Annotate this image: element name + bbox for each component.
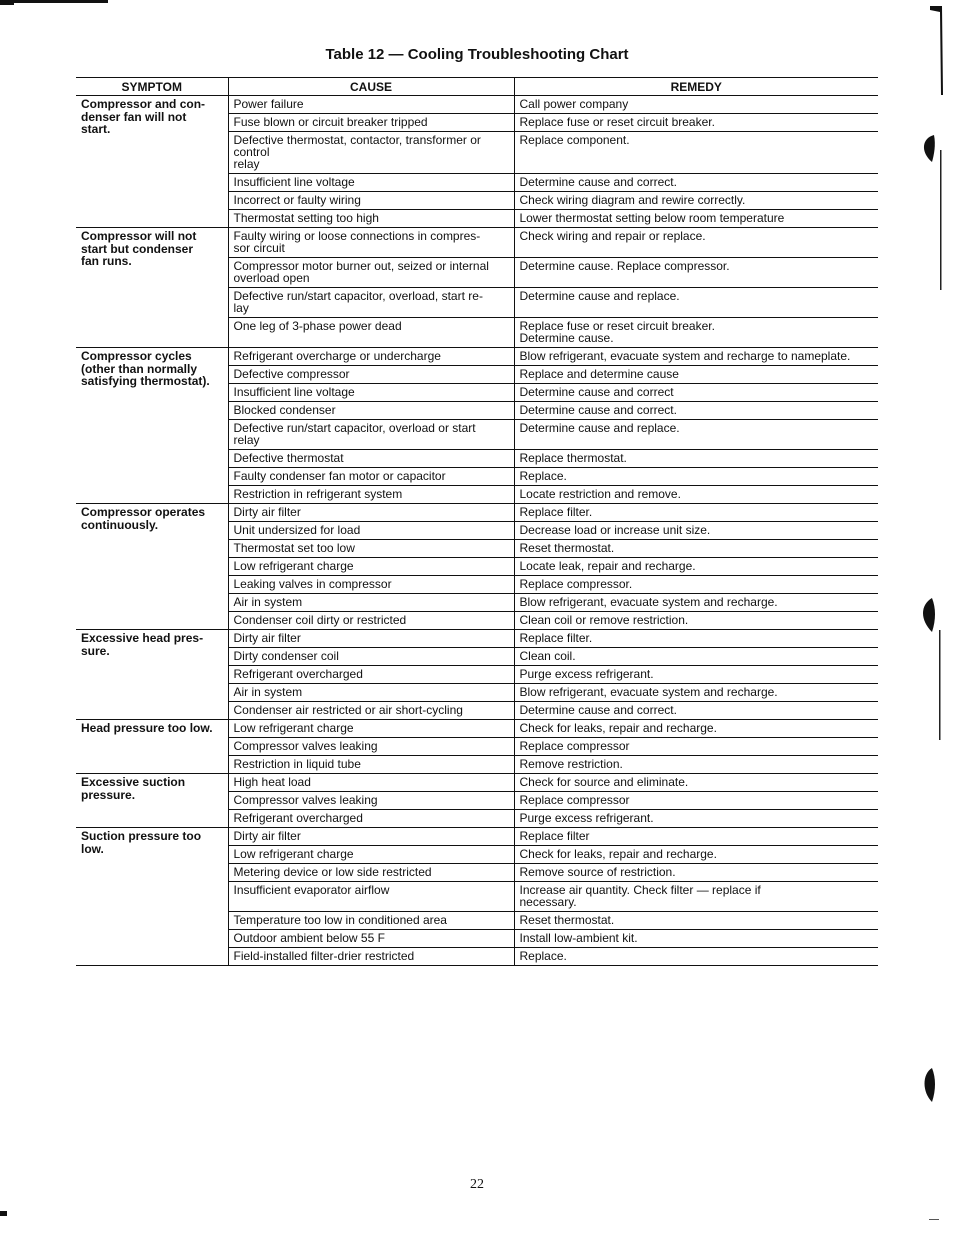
remedy-cell: Reset thermostat. xyxy=(514,540,878,558)
remedy-cell: Blow refrigerant, evacuate system and recharge. xyxy=(514,594,878,612)
cause-cell: Outdoor ambient below 55 F xyxy=(228,930,514,948)
header-row xyxy=(76,78,878,96)
cause-cell: Condenser coil dirty or restricted xyxy=(228,612,514,630)
remedy-cell: Decrease load or increase unit size. xyxy=(514,522,878,540)
table-row xyxy=(76,228,878,258)
table-row xyxy=(76,348,878,366)
cause-cell: Thermostat setting too high xyxy=(228,210,514,228)
remedy-cell: Purge excess refrigerant. xyxy=(514,666,878,684)
remedy-cell: Call power company xyxy=(514,96,878,114)
remedy-cell: Remove restriction. xyxy=(514,756,878,774)
remedy-cell: Replace thermostat. xyxy=(514,450,878,468)
cause-cell: Dirty condenser coil xyxy=(228,648,514,666)
remedy-cell: Blow refrigerant, evacuate system and recharge to nameplate. xyxy=(514,348,878,366)
remedy-cell: Locate leak, repair and recharge. xyxy=(514,558,878,576)
symptom-cell: Compressor operates continuously. xyxy=(76,504,228,630)
binding-marks xyxy=(912,0,954,1235)
remedy-cell: Replace component. xyxy=(514,132,878,174)
cause-cell: Low refrigerant charge xyxy=(228,720,514,738)
cause-cell: Condenser air restricted or air short-cycling xyxy=(228,702,514,720)
remedy-cell: Replace filter. xyxy=(514,504,878,522)
remedy-cell: Replace and determine cause xyxy=(514,366,878,384)
remedy-cell: Clean coil or remove restriction. xyxy=(514,612,878,630)
header-cause: CAUSE xyxy=(228,78,514,96)
remedy-cell: Replace. xyxy=(514,468,878,486)
cause-cell: Insufficient evaporator airflow xyxy=(228,882,514,912)
cause-cell: Blocked condenser xyxy=(228,402,514,420)
symptom-cell: Compressor cycles (other than normally satisfying thermostat). xyxy=(76,348,228,504)
remedy-cell: Determine cause and correct. xyxy=(514,702,878,720)
symptom-cell: Compressor will not start but condenser fan runs. xyxy=(76,228,228,348)
cause-cell: Metering device or low side restricted xyxy=(228,864,514,882)
cause-cell: Refrigerant overcharged xyxy=(228,666,514,684)
remedy-cell: Locate restriction and remove. xyxy=(514,486,878,504)
symptom-cell: Excessive suction pressure. xyxy=(76,774,228,828)
remedy-cell: Remove source of restriction. xyxy=(514,864,878,882)
table-body xyxy=(76,96,878,966)
remedy-cell: Lower thermostat setting below room temperature xyxy=(514,210,878,228)
remedy-cell: Replace. xyxy=(514,948,878,966)
remedy-cell: Determine cause and replace. xyxy=(514,420,878,450)
cause-cell: Faulty wiring or loose connections in compres- sor circuit xyxy=(228,228,514,258)
cause-cell: Air in system xyxy=(228,684,514,702)
cause-cell: Incorrect or faulty wiring xyxy=(228,192,514,210)
table-row xyxy=(76,504,878,522)
table-row xyxy=(76,630,878,648)
table-row xyxy=(76,720,878,738)
cause-cell: Temperature too low in conditioned area xyxy=(228,912,514,930)
remedy-cell: Purge excess refrigerant. xyxy=(514,810,878,828)
cause-cell: Refrigerant overcharge or undercharge xyxy=(228,348,514,366)
cause-cell: Compressor motor burner out, seized or internal overload open xyxy=(228,258,514,288)
remedy-cell: Replace compressor xyxy=(514,792,878,810)
cause-cell: Low refrigerant charge xyxy=(228,558,514,576)
remedy-cell: Replace filter xyxy=(514,828,878,846)
remedy-cell: Determine cause. Replace compressor. xyxy=(514,258,878,288)
corner-crop-mark-bottom xyxy=(0,1211,7,1216)
cause-cell: Restriction in refrigerant system xyxy=(228,486,514,504)
remedy-cell: Determine cause and correct. xyxy=(514,402,878,420)
cause-cell: Leaking valves in compressor xyxy=(228,576,514,594)
cause-cell: One leg of 3-phase power dead xyxy=(228,318,514,348)
cause-cell: Defective thermostat xyxy=(228,450,514,468)
binding-bracket-mark xyxy=(930,6,943,95)
remedy-cell: Replace filter. xyxy=(514,630,878,648)
cause-cell: Dirty air filter xyxy=(228,504,514,522)
table-title: Table 12 — Cooling Troubleshooting Chart xyxy=(325,46,629,63)
cause-cell: Fuse blown or circuit breaker tripped xyxy=(228,114,514,132)
cause-cell: High heat load xyxy=(228,774,514,792)
punch-hole-mark-3 xyxy=(925,1068,936,1102)
cause-cell: Power failure xyxy=(228,96,514,114)
table-row xyxy=(76,828,878,846)
remedy-cell: Determine cause and replace. xyxy=(514,288,878,318)
cause-cell: Defective run/start capacitor, overload or start relay xyxy=(228,420,514,450)
cause-cell: Air in system xyxy=(228,594,514,612)
edge-tick-mark xyxy=(929,1219,939,1220)
remedy-cell: Determine cause and correct xyxy=(514,384,878,402)
cause-cell: Refrigerant overcharged xyxy=(228,810,514,828)
header-symptom: SYMPTOM xyxy=(76,78,228,96)
corner-crop-mark xyxy=(0,0,108,3)
punch-hole-mark-2 xyxy=(923,598,935,632)
remedy-cell: Replace compressor. xyxy=(514,576,878,594)
remedy-cell: Reset thermostat. xyxy=(514,912,878,930)
remedy-cell: Check for source and eliminate. xyxy=(514,774,878,792)
cause-cell: Insufficient line voltage xyxy=(228,384,514,402)
symptom-cell: Compressor and con- denser fan will not start. xyxy=(76,96,228,228)
remedy-cell: Check for leaks, repair and recharge. xyxy=(514,846,878,864)
page-number: 22 xyxy=(470,1177,484,1192)
remedy-cell: Check wiring and repair or replace. xyxy=(514,228,878,258)
symptom-cell: Head pressure too low. xyxy=(76,720,228,774)
edge-line-2 xyxy=(939,630,941,740)
remedy-cell: Determine cause and correct. xyxy=(514,174,878,192)
cause-cell: Defective run/start capacitor, overload, start re- lay xyxy=(228,288,514,318)
remedy-cell: Replace fuse or reset circuit breaker. Determine cause. xyxy=(514,318,878,348)
symptom-cell: Excessive head pres- sure. xyxy=(76,630,228,720)
remedy-cell: Check for leaks, repair and recharge. xyxy=(514,720,878,738)
remedy-cell: Increase air quantity. Check filter — replace if necessary. xyxy=(514,882,878,912)
cause-cell: Dirty air filter xyxy=(228,630,514,648)
cause-cell: Dirty air filter xyxy=(228,828,514,846)
symptom-cell: Suction pressure too low. xyxy=(76,828,228,966)
remedy-cell: Blow refrigerant, evacuate system and recharge. xyxy=(514,684,878,702)
remedy-cell: Replace compressor xyxy=(514,738,878,756)
cause-cell: Unit undersized for load xyxy=(228,522,514,540)
cause-cell: Compressor valves leaking xyxy=(228,738,514,756)
remedy-cell: Clean coil. xyxy=(514,648,878,666)
cause-cell: Insufficient line voltage xyxy=(228,174,514,192)
remedy-cell: Install low-ambient kit. xyxy=(514,930,878,948)
cause-cell: Compressor valves leaking xyxy=(228,792,514,810)
cause-cell: Restriction in liquid tube xyxy=(228,756,514,774)
cause-cell: Low refrigerant charge xyxy=(228,846,514,864)
cause-cell: Faulty condenser fan motor or capacitor xyxy=(228,468,514,486)
cause-cell: Defective thermostat, contactor, transformer or control relay xyxy=(228,132,514,174)
table-row xyxy=(76,96,878,114)
header-remedy: REMEDY xyxy=(514,78,878,96)
punch-hole-mark-1 xyxy=(924,135,935,162)
edge-line-1 xyxy=(940,150,942,290)
troubleshooting-table xyxy=(76,77,878,966)
cause-cell: Defective compressor xyxy=(228,366,514,384)
remedy-cell: Check wiring diagram and rewire correctly. xyxy=(514,192,878,210)
table-row xyxy=(76,774,878,792)
cause-cell: Field-installed filter-drier restricted xyxy=(228,948,514,966)
cause-cell: Thermostat set too low xyxy=(228,540,514,558)
remedy-cell: Replace fuse or reset circuit breaker. xyxy=(514,114,878,132)
